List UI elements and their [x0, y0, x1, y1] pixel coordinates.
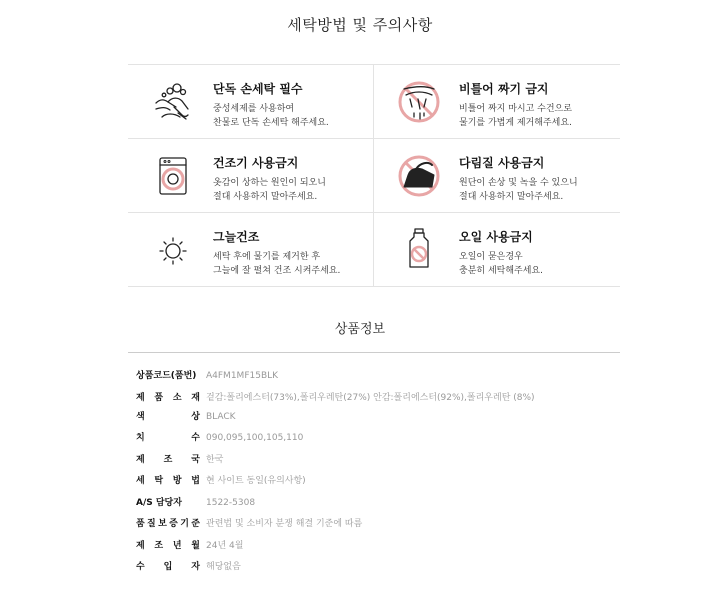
care-item-desc: 물기를 가볍게 제거해주세요.	[459, 118, 572, 128]
care-item-desc: 절대 사용하지 말아주세요.	[213, 192, 318, 202]
info-row	[136, 540, 556, 553]
no-tumble-dry-icon	[148, 153, 198, 199]
info-row	[136, 392, 556, 405]
care-item-desc: 찬물로 단독 손세탁 해주세요.	[213, 118, 329, 128]
info-key: 색 상	[136, 411, 200, 422]
info-key: A/S 담당자	[136, 497, 182, 508]
info-value: 현 사이트 동일(유의사항)	[206, 476, 306, 486]
care-item-title: 오일 사용금지	[459, 230, 533, 244]
info-key: 품 질 보 증 기 준	[136, 519, 200, 529]
care-item-title: 다림질 사용금지	[459, 156, 545, 170]
care-row	[128, 213, 620, 287]
care-item-title: 그늘건조	[213, 230, 260, 244]
care-item-desc: 절대 사용하지 말아주세요.	[459, 192, 564, 202]
care-instructions-grid	[128, 64, 620, 288]
divider	[128, 352, 620, 353]
info-value: 24년 4월	[206, 540, 244, 551]
info-value: 해당없음	[206, 562, 241, 572]
care-item-desc: 비틀어 짜지 마시고 수건으로	[459, 104, 572, 114]
care-section-title: 세탁방법 및 주의사항	[287, 16, 433, 34]
info-row	[136, 370, 556, 383]
care-item-shade-dry	[128, 213, 374, 286]
shade-dry-icon	[148, 227, 198, 273]
no-oil-icon	[394, 227, 444, 273]
product-info-table	[136, 370, 556, 583]
info-row	[136, 475, 556, 488]
info-value: 관련법 및 소비자 분쟁 해결 기준에 따름	[206, 519, 363, 529]
care-item-title: 단독 손세탁 필수	[213, 82, 303, 96]
no-iron-icon	[394, 153, 444, 199]
info-row	[136, 411, 556, 424]
care-item-no-iron	[374, 139, 619, 212]
product-info-title: 상품정보	[334, 322, 386, 337]
info-key: 제 조 국	[136, 454, 200, 465]
care-row	[128, 139, 620, 213]
info-value: 한국	[206, 454, 224, 465]
care-item-no-wring	[374, 65, 619, 138]
no-wring-icon	[394, 79, 444, 125]
care-row	[128, 65, 620, 139]
care-item-desc: 충분히 세탁해주세요.	[459, 266, 543, 276]
care-item-no-oil	[374, 213, 619, 286]
info-value: A4FM1MF15BLK	[206, 371, 279, 381]
hand-wash-icon	[148, 79, 198, 125]
care-item-title: 건조기 사용금지	[213, 156, 299, 170]
info-row	[136, 497, 556, 510]
care-item-desc: 옷감이 상하는 원인이 되오니	[213, 178, 326, 188]
care-item-title: 비틀어 짜기 금지	[459, 82, 549, 96]
info-key: 수 입 자	[136, 562, 200, 572]
info-row	[136, 454, 556, 467]
info-value: 겉감:폴리에스터(73%),폴리우레탄(27%) 안감:폴리에스터(92%),폴리우레탄 (8%)	[206, 392, 535, 403]
care-item-desc: 그늘에 잘 펼쳐 건조 시켜주세요.	[213, 266, 341, 276]
info-value: 090,095,100,105,110	[206, 433, 304, 443]
info-key: 상품코드(품번)	[136, 371, 197, 381]
care-item-desc: 원단이 손상 및 녹을 수 있으니	[459, 178, 578, 188]
care-item-desc: 중성세제를 사용하여	[213, 104, 295, 114]
info-value: BLACK	[206, 411, 236, 422]
info-key: 제 품 소 재	[136, 392, 200, 403]
care-item-desc: 세탁 후에 물기를 제거한 후	[213, 252, 321, 262]
info-value: 1522-5308	[206, 497, 256, 508]
info-row	[136, 432, 556, 445]
care-item-hand-wash	[128, 65, 374, 138]
info-row	[136, 561, 556, 574]
info-row	[136, 518, 556, 531]
care-item-no-tumble-dry	[128, 139, 374, 212]
care-item-desc: 오일이 묻은경우	[459, 252, 523, 262]
info-key: 세 탁 방 법	[136, 476, 200, 486]
info-key: 치 수	[136, 433, 200, 443]
info-key: 제 조 년 월	[136, 540, 200, 551]
